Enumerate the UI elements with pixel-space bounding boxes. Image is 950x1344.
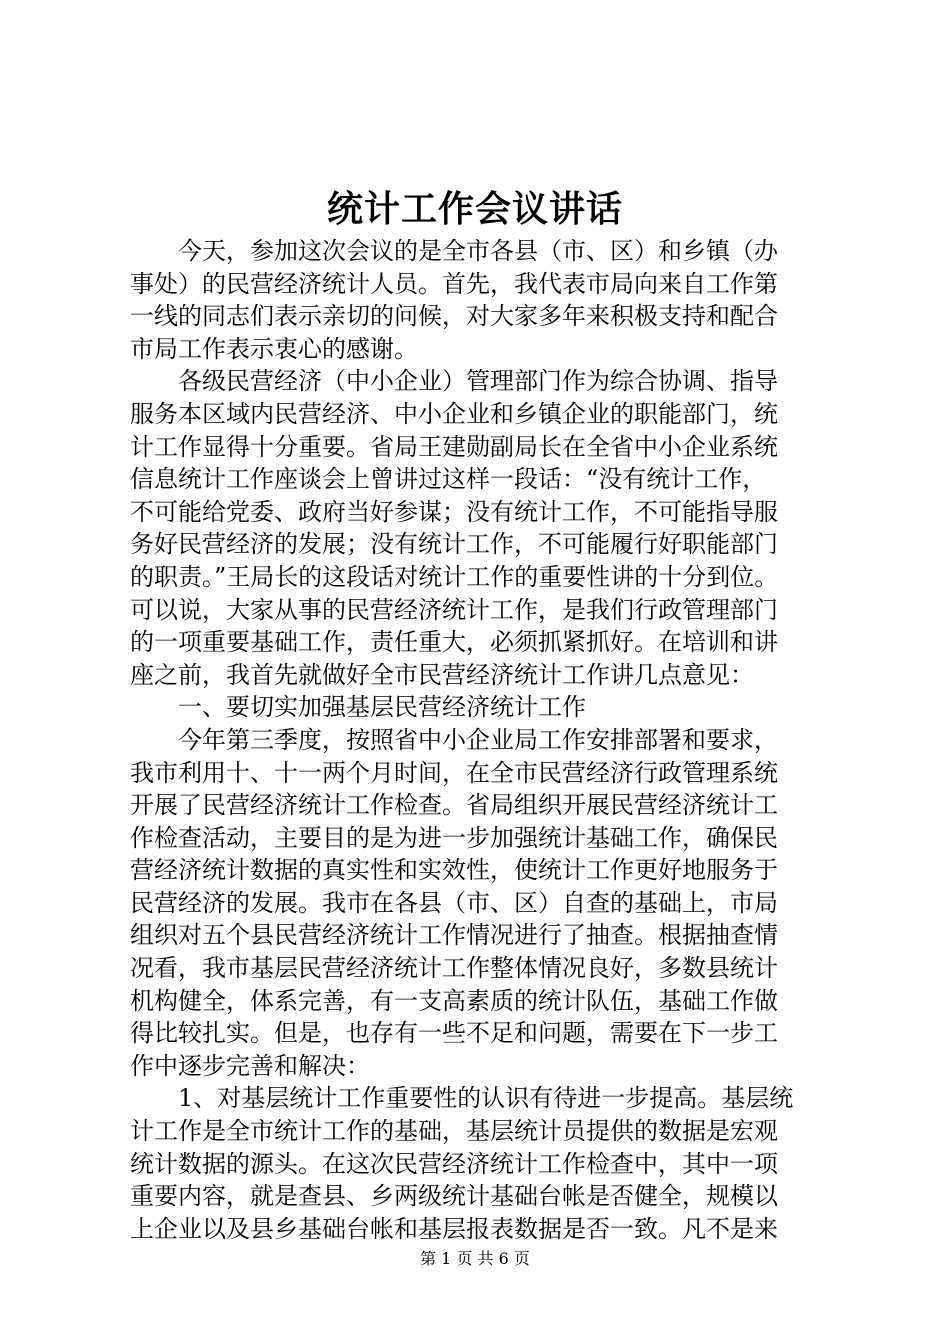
paragraph-line: 的职责。”王局长的这段话对统计工作的重要性讲的十分到位。 [130, 562, 779, 591]
paragraph-line: 计工作显得十分重要。省局王建勋副局长在全省中小企业系统 [130, 432, 778, 461]
paragraph-line: 务好民营经济的发展；没有统计工作，不可能履行好职能部门 [130, 530, 778, 559]
paragraph-line: 今天，参加这次会议的是全市各县（市、区）和乡镇（办 [178, 237, 778, 265]
paragraph-line: 一线的同志们表示亲切的问候，对大家多年来积极支持和配合 [130, 302, 778, 331]
paragraph-line: 座之前，我首先就做好全市民营经济统计工作讲几点意见： [130, 660, 754, 689]
paragraph-line: 组织对五个县民营经济统计工作情况进行了抽查。根据抽查情 [130, 921, 778, 950]
paragraph-line: 上企业以及县乡基础台帐和基层报表数据是否一致。凡不是来 [130, 1214, 778, 1243]
paragraph-line: 民营经济的发展。我市在各县（市、区）自查的基础上，市局 [130, 888, 778, 917]
paragraph-line: 我市利用十、十一两个月时间，在全市民营经济行政管理系统 [130, 758, 778, 787]
paragraph-line: 1、对基层统计工作重要性的认识有待进一步提高。基层统 [178, 1084, 794, 1113]
paragraph-line: 机构健全，体系完善，有一支高素质的统计队伍，基础工作做 [130, 986, 778, 1015]
page-footer: 第 1 页 共 6 页 [420, 1249, 530, 1268]
paragraph-line: 计工作是全市统计工作的基础，基层统计员提供的数据是宏观 [130, 1117, 778, 1146]
paragraph-line: 作中逐步完善和解决： [130, 1051, 370, 1080]
paragraph-line: 得比较扎实。但是，也存有一些不足和问题，需要在下一步工 [130, 1019, 778, 1048]
section-heading: 一、要切实加强基层民营经济统计工作 [178, 693, 586, 722]
paragraph-line: 不可能给党委、政府当好参谋；没有统计工作，不可能指导服 [130, 497, 778, 526]
paragraph-line: 重要内容，就是查县、乡两级统计基础台帐是否健全，规模以 [130, 1182, 778, 1211]
paragraph-line: 开展了民营经济统计工作检查。省局组织开展民营经济统计工 [130, 791, 778, 820]
paragraph-line: 可以说，大家从事的民营经济统计工作，是我们行政管理部门 [130, 595, 778, 624]
paragraph-line: 服务本区域内民营经济、中小企业和乡镇企业的职能部门，统 [130, 399, 778, 428]
paragraph-line: 的一项重要基础工作，责任重大，必须抓紧抓好。在培训和讲 [130, 628, 778, 657]
paragraph-line: 统计数据的源头。在这次民营经济统计工作检查中，其中一项 [130, 1149, 778, 1178]
paragraph-line: 作检查活动，主要目的是为进一步加强统计基础工作，确保民 [130, 823, 778, 852]
document-title: 统计工作会议讲话 [326, 188, 623, 230]
paragraph-line: 各级民营经济（中小企业）管理部门作为综合协调、指导 [178, 367, 778, 396]
paragraph-line: 今年第三季度，按照省中小企业局工作安排部署和要求， [178, 725, 778, 754]
paragraph-line: 营经济统计数据的真实性和实效性，使统计工作更好地服务于 [130, 856, 778, 885]
paragraph-line: 事处）的民营经济统计人员。首先，我代表市局向来自工作第 [130, 269, 778, 298]
paragraph-line: 信息统计工作座谈会上曾讲过这样一段话：“没有统计工作， [130, 465, 767, 494]
paragraph-line: 市局工作表示衷心的感谢。 [130, 334, 418, 363]
document-body [130, 235, 830, 1245]
paragraph-line: 况看，我市基层民营经济统计工作整体情况良好，多数县统计 [130, 954, 778, 983]
